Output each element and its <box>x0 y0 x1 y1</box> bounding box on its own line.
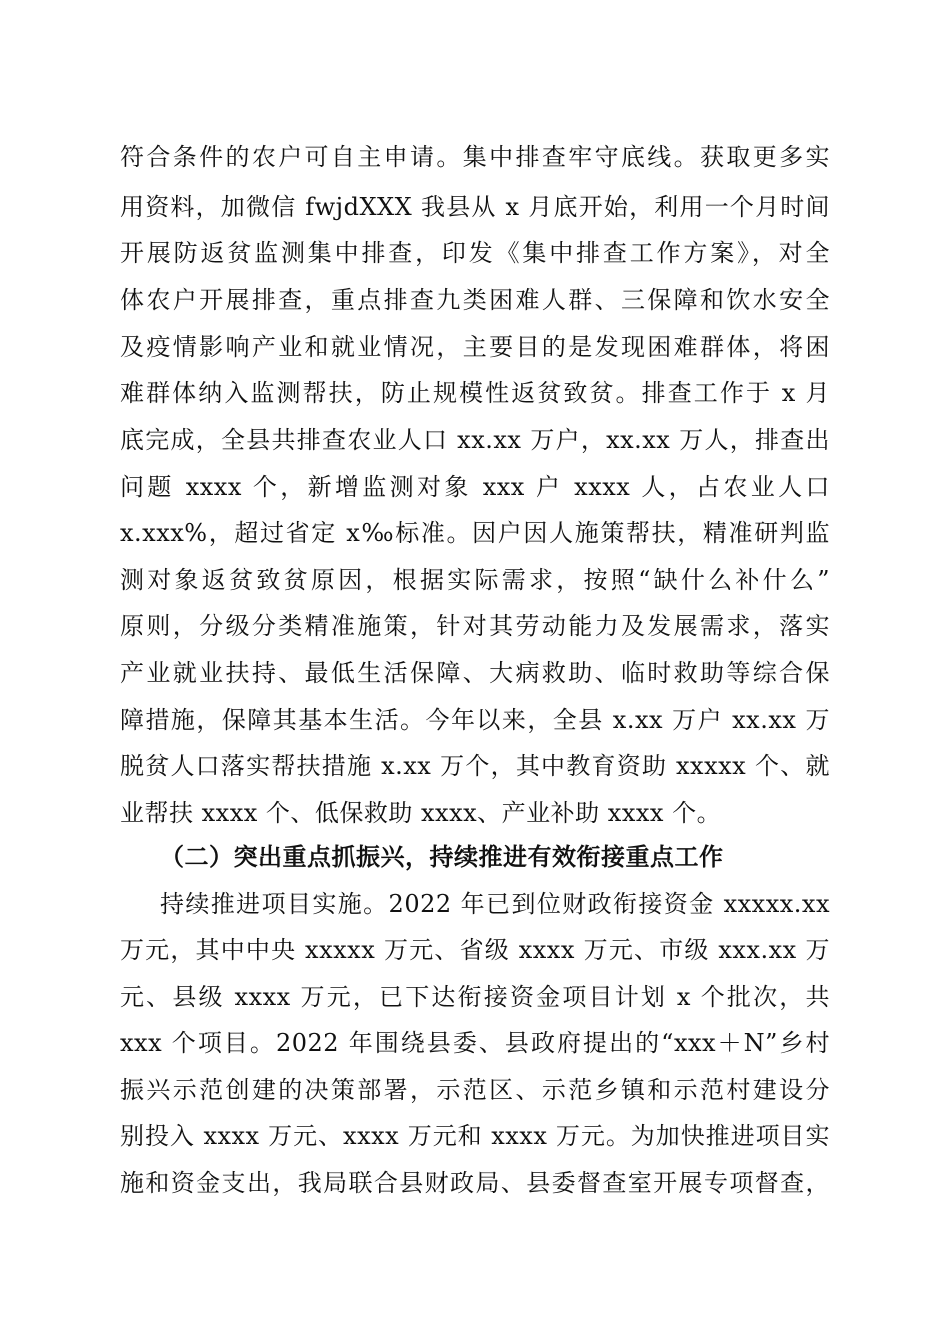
paragraph-line: 用资料，加微信 fwjdXXX 我县从 x 月底开始，利用一个月时间 <box>120 193 830 221</box>
paragraph-line: 原则，分级分类精准施策，针对其劳动能力及发展需求，落实 <box>120 612 830 640</box>
paragraph-line: xxx 个项目。2022 年围绕县委、县政府提出的“xxx＋N”乡村 <box>120 1029 830 1057</box>
paragraph-line: 难群体纳入监测帮扶，防止规模性返贫致贫。排查工作于 x 月 <box>120 379 830 407</box>
paragraph-line: 脱贫人口落实帮扶措施 x.xx 万个，其中教育资助 xxxxx 个、就 <box>120 752 830 780</box>
paragraph-line: 底完成，全县共排查农业人口 xx.xx 万户，xx.xx 万人，排查出 <box>120 426 830 454</box>
paragraph-line: 开展防返贫监测集中排查，印发《集中排查工作方案》，对全 <box>120 239 830 267</box>
paragraph-line: 持续推进项目实施。2022 年已到位财政衔接资金 xxxxx.xx <box>160 890 830 918</box>
paragraph-line: 符合条件的农户可自主申请。集中排查牢守底线。获取更多实 <box>120 143 830 171</box>
paragraph-line: 万元，其中中央 xxxxx 万元、省级 xxxx 万元、市级 xxx.xx 万 <box>120 936 830 964</box>
paragraph-line: 障措施，保障其基本生活。今年以来，全县 x.xx 万户 xx.xx 万 <box>120 706 830 734</box>
paragraph-line: 业帮扶 xxxx 个、低保救助 xxxx、产业补助 xxxx 个。 <box>120 799 722 827</box>
paragraph-line: 问题 xxxx 个，新增监测对象 xxx 户 xxxx 人，占农业人口 <box>120 473 830 501</box>
paragraph-line: 别投入 xxxx 万元、xxxx 万元和 xxxx 万元。为加快推进项目实 <box>120 1122 830 1150</box>
paragraph-line: 振兴示范创建的决策部署，示范区、示范乡镇和示范村建设分 <box>120 1076 830 1104</box>
paragraph-line: 施和资金支出，我局联合县财政局、县委督查室开展专项督查， <box>120 1169 830 1197</box>
paragraph-line: 及疫情影响产业和就业情况，主要目的是发现困难群体，将困 <box>120 333 830 361</box>
paragraph-line: 体农户开展排查，重点排查九类困难人群、三保障和饮水安全 <box>120 286 830 314</box>
paragraph-line: x.xxx%，超过省定 x‰标准。因户因人施策帮扶，精准研判监 <box>120 519 830 547</box>
section-heading: （二）突出重点抓振兴，持续推进有效衔接重点工作 <box>160 842 724 871</box>
paragraph-line: 产业就业扶持、最低生活保障、大病救助、临时救助等综合保 <box>120 659 830 687</box>
paragraph-line: 元、县级 xxxx 万元，已下达衔接资金项目计划 x 个批次，共 <box>120 983 830 1011</box>
paragraph-line: 测对象返贫致贫原因，根据实际需求，按照“缺什么补什么” <box>120 566 830 594</box>
